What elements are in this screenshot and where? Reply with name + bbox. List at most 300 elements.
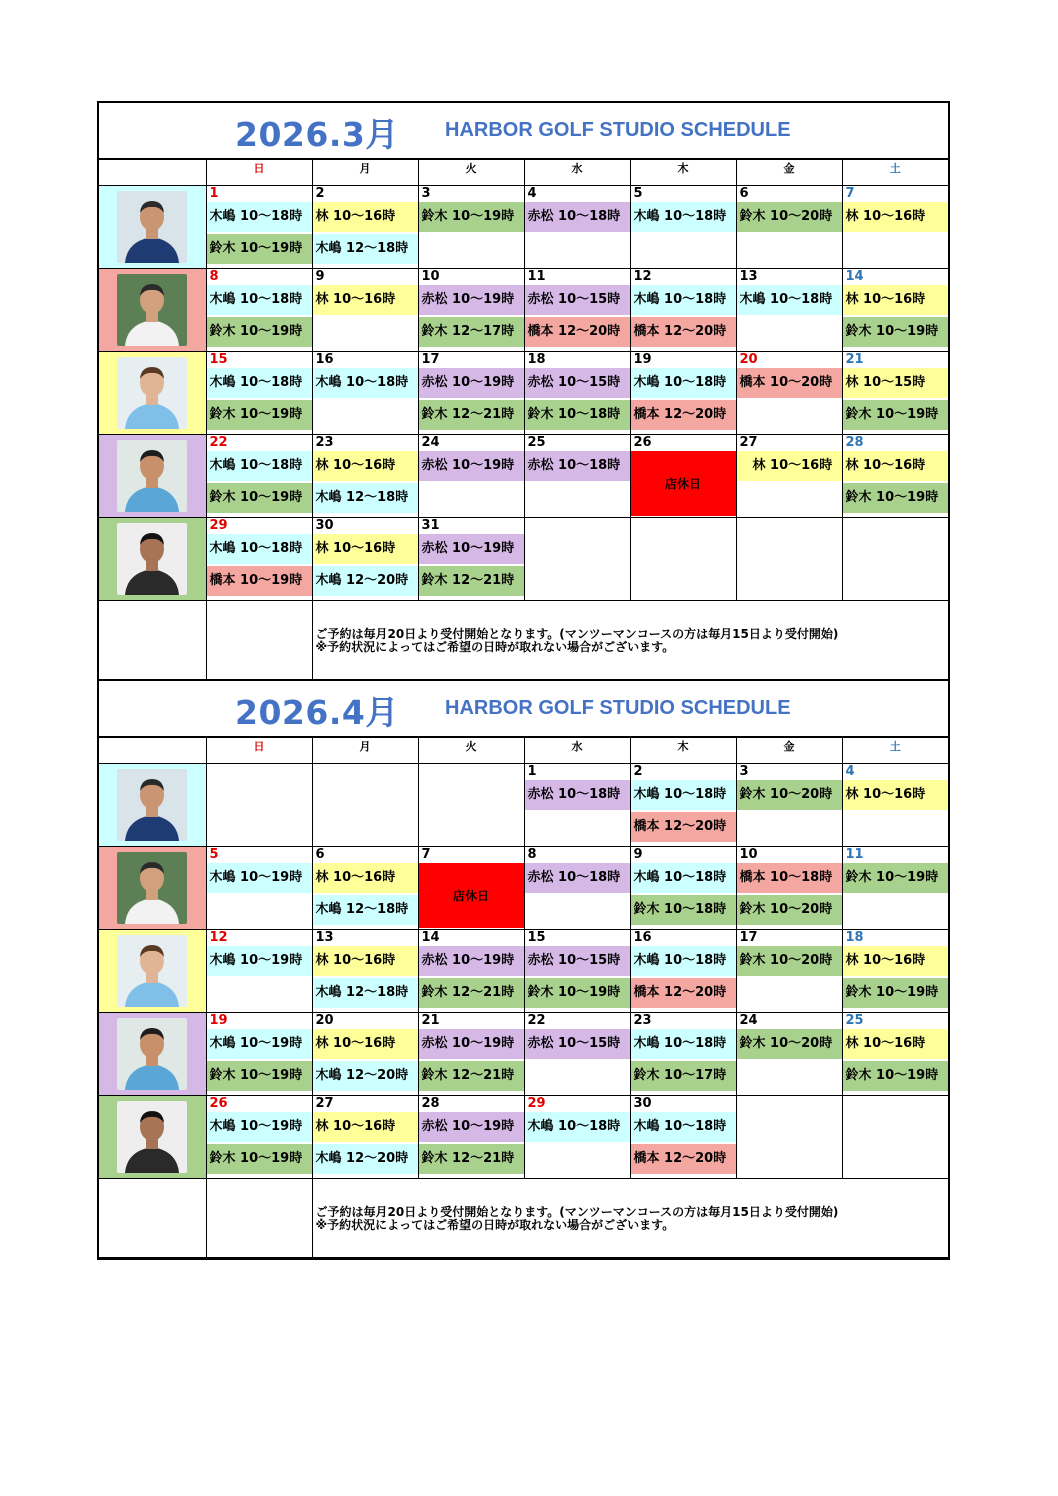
day-number: 4 bbox=[845, 764, 855, 779]
day-number: 15 bbox=[527, 930, 546, 945]
lesson-slot: 赤松 10～19時 bbox=[419, 1029, 524, 1059]
lesson-slot: 赤松 10～19時 bbox=[419, 946, 524, 976]
lesson-slot: 林 10～15時 bbox=[843, 368, 949, 398]
lesson-slot: 林 10～16時 bbox=[843, 285, 949, 315]
lesson-slot: 木嶋 10～19時 bbox=[207, 946, 312, 976]
lesson-slot: 木嶋 10～18時 bbox=[631, 1112, 736, 1142]
lesson-slot: 鈴木 10～19時 bbox=[525, 978, 630, 1008]
lesson-slot: 木嶋 10～19時 bbox=[207, 1029, 312, 1059]
lesson-slot: 橋本 12～20時 bbox=[631, 812, 736, 842]
note-blank bbox=[206, 601, 312, 680]
day-number bbox=[843, 518, 949, 534]
day-number: 15 bbox=[209, 352, 228, 367]
weekday-label: 土 bbox=[842, 160, 948, 186]
lesson-slot: 鈴木 10～19時 bbox=[843, 483, 949, 513]
header-blank bbox=[99, 160, 206, 186]
day-cell bbox=[524, 518, 630, 601]
lesson-slot: 木嶋 12～20時 bbox=[313, 1144, 418, 1174]
day-number: 9 bbox=[633, 847, 643, 862]
day-cell bbox=[312, 518, 418, 601]
schedule-sheet bbox=[97, 101, 950, 1260]
lesson-slot: 鈴木 10～18時 bbox=[631, 895, 736, 925]
lesson-slot: 鈴木 12～21時 bbox=[419, 1144, 524, 1174]
day-cell bbox=[524, 269, 630, 352]
coach-photo-cell bbox=[99, 186, 206, 269]
day-number: 20 bbox=[315, 1013, 334, 1028]
lesson-slot: 赤松 10～18時 bbox=[525, 863, 630, 893]
lesson-slot: 木嶋 10～19時 bbox=[207, 863, 312, 893]
lesson-slot: 林 10～16時 bbox=[843, 202, 949, 232]
day-number bbox=[737, 1096, 842, 1112]
lesson-slot: 木嶋 10～18時 bbox=[631, 946, 736, 976]
lesson-slot: 鈴木 10～19時 bbox=[207, 400, 312, 430]
day-number: 13 bbox=[739, 269, 758, 284]
title-row bbox=[99, 681, 948, 737]
day-number: 21 bbox=[421, 1013, 440, 1028]
note-blank bbox=[99, 1179, 206, 1258]
day-cell bbox=[206, 352, 312, 435]
day-number: 28 bbox=[421, 1096, 440, 1111]
lesson-slot: 木嶋 10～18時 bbox=[525, 1112, 630, 1142]
day-number: 17 bbox=[421, 352, 440, 367]
coach-photo bbox=[117, 935, 187, 1007]
lesson-slot: 木嶋 10～18時 bbox=[207, 285, 312, 315]
day-number: 18 bbox=[845, 930, 864, 945]
booking-note: ご予約は毎月20日より受付開始となります。(マンツーマンコースの方は毎月15日より受付開始) bbox=[315, 1205, 839, 1219]
day-number: 30 bbox=[633, 1096, 652, 1111]
lesson-slot: 鈴木 10～19時 bbox=[843, 978, 949, 1008]
day-number bbox=[631, 518, 736, 534]
day-number: 24 bbox=[739, 1013, 758, 1028]
note-row bbox=[99, 601, 948, 680]
day-cell bbox=[418, 269, 524, 352]
lesson-slot: 鈴木 10～20時 bbox=[737, 780, 842, 810]
day-number: 27 bbox=[739, 435, 758, 450]
lesson-slot: 赤松 10～18時 bbox=[525, 451, 630, 481]
lesson-slot: 橋本 10～18時 bbox=[737, 863, 842, 893]
lesson-slot: 林 10～16時 bbox=[843, 946, 949, 976]
day-number bbox=[419, 764, 524, 780]
weekday-header bbox=[99, 738, 948, 764]
day-cell bbox=[418, 435, 524, 518]
coach-photo bbox=[117, 1101, 187, 1173]
day-cell bbox=[312, 1013, 418, 1096]
studio-title: HARBOR GOLF STUDIO SCHEDULE bbox=[445, 119, 791, 141]
title-row bbox=[99, 103, 948, 159]
booking-note: ご予約は毎月20日より受付開始となります。(マンツーマンコースの方は毎月15日より受付開始) bbox=[315, 627, 839, 641]
coach-photo bbox=[117, 852, 187, 924]
day-cell bbox=[736, 186, 842, 269]
weekday-label: 木 bbox=[630, 738, 736, 764]
day-number: 3 bbox=[739, 764, 749, 779]
day-cell bbox=[736, 518, 842, 601]
week-row bbox=[99, 1013, 948, 1096]
week-row bbox=[99, 847, 948, 930]
day-number bbox=[525, 518, 630, 534]
day-cell bbox=[630, 1013, 736, 1096]
day-number: 22 bbox=[527, 1013, 546, 1028]
lesson-slot: 木嶋 12～20時 bbox=[313, 1061, 418, 1091]
weekday-label: 水 bbox=[524, 738, 630, 764]
lesson-slot: 鈴木 10～19時 bbox=[843, 400, 949, 430]
lesson-slot: 鈴木 10～20時 bbox=[737, 895, 842, 925]
lesson-slot: 鈴木 12～21時 bbox=[419, 1061, 524, 1091]
day-cell bbox=[418, 930, 524, 1013]
closed-day-badge: 店休日 bbox=[419, 863, 524, 928]
lesson-slot: 林 10～16時 bbox=[313, 1029, 418, 1059]
coach-photo bbox=[117, 357, 187, 429]
lesson-slot: 林 10～16時 bbox=[313, 451, 418, 481]
lesson-slot: 林 10～16時 bbox=[843, 1029, 949, 1059]
day-number: 12 bbox=[209, 930, 228, 945]
coach-photo-cell bbox=[99, 269, 206, 352]
coach-photo bbox=[117, 191, 187, 263]
lesson-slot: 鈴木 10～19時 bbox=[207, 1144, 312, 1174]
coach-photo bbox=[117, 274, 187, 346]
day-cell bbox=[524, 764, 630, 847]
availability-note: ※予約状況によってはご希望の日時が取れない場合がございます。 bbox=[315, 1218, 675, 1232]
lesson-slot: 林 10～16時 bbox=[313, 946, 418, 976]
day-cell bbox=[630, 435, 736, 518]
weekday-header bbox=[99, 160, 948, 186]
month-title: 2026.3月 bbox=[235, 115, 399, 154]
month-block bbox=[99, 681, 948, 1258]
day-cell bbox=[736, 764, 842, 847]
day-cell bbox=[418, 518, 524, 601]
lesson-slot: 橋本 12～20時 bbox=[631, 978, 736, 1008]
day-number bbox=[313, 764, 418, 780]
day-cell bbox=[842, 847, 948, 930]
day-number: 25 bbox=[845, 1013, 864, 1028]
weekday-label: 金 bbox=[736, 738, 842, 764]
weekday-label: 月 bbox=[312, 738, 418, 764]
lesson-slot: 木嶋 12～18時 bbox=[313, 483, 418, 513]
week-row bbox=[99, 352, 948, 435]
weekday-label: 月 bbox=[312, 160, 418, 186]
lesson-slot: 林 10～16時 bbox=[313, 1112, 418, 1142]
lesson-slot: 木嶋 10～18時 bbox=[207, 534, 312, 564]
day-cell bbox=[736, 1096, 842, 1179]
week-row bbox=[99, 269, 948, 352]
day-cell bbox=[312, 930, 418, 1013]
lesson-slot: 赤松 10～15時 bbox=[525, 946, 630, 976]
day-cell bbox=[524, 352, 630, 435]
day-number: 9 bbox=[315, 269, 325, 284]
day-number: 20 bbox=[739, 352, 758, 367]
day-number: 2 bbox=[633, 764, 643, 779]
day-cell bbox=[630, 518, 736, 601]
day-number: 1 bbox=[209, 186, 219, 201]
day-number: 17 bbox=[739, 930, 758, 945]
lesson-slot: 鈴木 10～19時 bbox=[207, 1061, 312, 1091]
day-cell bbox=[842, 518, 948, 601]
week-row bbox=[99, 518, 948, 601]
day-cell bbox=[206, 518, 312, 601]
day-cell bbox=[842, 930, 948, 1013]
lesson-slot: 木嶋 12～18時 bbox=[313, 895, 418, 925]
calendar-table bbox=[99, 737, 948, 1258]
lesson-slot: 赤松 10～19時 bbox=[419, 451, 524, 481]
day-cell bbox=[630, 847, 736, 930]
lesson-slot: 林 10～16時 bbox=[313, 202, 418, 232]
lesson-slot: 鈴木 10～19時 bbox=[843, 863, 949, 893]
coach-photo-cell bbox=[99, 1096, 206, 1179]
weekday-label: 金 bbox=[736, 160, 842, 186]
coach-photo-cell bbox=[99, 847, 206, 930]
day-number: 8 bbox=[527, 847, 537, 862]
note-cell bbox=[312, 601, 948, 680]
day-cell bbox=[524, 930, 630, 1013]
lesson-slot: 林 10～16時 bbox=[313, 534, 418, 564]
day-number: 6 bbox=[315, 847, 325, 862]
day-number: 18 bbox=[527, 352, 546, 367]
lesson-slot: 赤松 10～19時 bbox=[419, 534, 524, 564]
week-row bbox=[99, 1096, 948, 1179]
day-cell bbox=[842, 435, 948, 518]
day-number: 14 bbox=[845, 269, 864, 284]
day-number: 2 bbox=[315, 186, 325, 201]
day-number bbox=[737, 518, 842, 534]
lesson-slot: 赤松 10～19時 bbox=[419, 1112, 524, 1142]
lesson-slot: 鈴木 10～19時 bbox=[207, 483, 312, 513]
coach-photo-cell bbox=[99, 352, 206, 435]
day-number: 11 bbox=[845, 847, 864, 862]
week-row bbox=[99, 186, 948, 269]
lesson-slot: 鈴木 10～20時 bbox=[737, 1029, 842, 1059]
lesson-slot: 木嶋 10～18時 bbox=[737, 285, 842, 315]
lesson-slot: 橋本 12～20時 bbox=[631, 1144, 736, 1174]
coach-photo-cell bbox=[99, 435, 206, 518]
lesson-slot: 赤松 10～15時 bbox=[525, 368, 630, 398]
day-number: 16 bbox=[315, 352, 334, 367]
lesson-slot: 鈴木 10～19時 bbox=[207, 234, 312, 264]
day-number: 1 bbox=[527, 764, 537, 779]
day-number: 7 bbox=[421, 847, 431, 862]
day-cell bbox=[312, 352, 418, 435]
day-number: 30 bbox=[315, 518, 334, 533]
day-number: 12 bbox=[633, 269, 652, 284]
day-cell bbox=[630, 352, 736, 435]
day-number: 8 bbox=[209, 269, 219, 284]
day-cell bbox=[206, 930, 312, 1013]
day-number: 26 bbox=[209, 1096, 228, 1111]
lesson-slot: 鈴木 12～17時 bbox=[419, 317, 524, 347]
weekday-label: 水 bbox=[524, 160, 630, 186]
day-number: 27 bbox=[315, 1096, 334, 1111]
lesson-slot: 木嶋 10～18時 bbox=[207, 368, 312, 398]
lesson-slot: 赤松 10～15時 bbox=[525, 1029, 630, 1059]
lesson-slot: 林 10～16時 bbox=[843, 780, 949, 810]
day-cell bbox=[630, 764, 736, 847]
note-blank bbox=[99, 601, 206, 680]
day-cell bbox=[312, 847, 418, 930]
lesson-slot: 橋本 10～19時 bbox=[207, 566, 312, 596]
lesson-slot: 木嶋 10～18時 bbox=[207, 451, 312, 481]
lesson-slot: 木嶋 10～18時 bbox=[631, 1029, 736, 1059]
weekday-label: 火 bbox=[418, 160, 524, 186]
header-blank bbox=[99, 738, 206, 764]
day-cell bbox=[418, 847, 524, 930]
day-number: 10 bbox=[421, 269, 440, 284]
day-cell bbox=[630, 186, 736, 269]
weekday-label: 木 bbox=[630, 160, 736, 186]
day-number: 23 bbox=[633, 1013, 652, 1028]
coach-photo bbox=[117, 769, 187, 841]
day-number bbox=[207, 764, 312, 780]
day-cell bbox=[524, 847, 630, 930]
lesson-slot: 木嶋 12～20時 bbox=[313, 566, 418, 596]
day-cell bbox=[206, 435, 312, 518]
day-cell bbox=[524, 435, 630, 518]
weekday-label: 日 bbox=[206, 160, 312, 186]
day-number: 24 bbox=[421, 435, 440, 450]
day-number: 25 bbox=[527, 435, 546, 450]
day-number: 29 bbox=[209, 518, 228, 533]
day-cell bbox=[736, 435, 842, 518]
lesson-slot: 鈴木 10～20時 bbox=[737, 202, 842, 232]
lesson-slot: 鈴木 12～21時 bbox=[419, 566, 524, 596]
day-number: 3 bbox=[421, 186, 431, 201]
month-title: 2026.4月 bbox=[235, 693, 399, 732]
week-row bbox=[99, 435, 948, 518]
day-number: 29 bbox=[527, 1096, 546, 1111]
note-row bbox=[99, 1179, 948, 1258]
weekday-label: 土 bbox=[842, 738, 948, 764]
lesson-slot: 木嶋 10～18時 bbox=[313, 368, 418, 398]
availability-note: ※予約状況によってはご希望の日時が取れない場合がございます。 bbox=[315, 640, 675, 654]
day-cell bbox=[418, 1013, 524, 1096]
lesson-slot: 橋本 12～20時 bbox=[631, 317, 736, 347]
day-number: 14 bbox=[421, 930, 440, 945]
coach-photo-cell bbox=[99, 930, 206, 1013]
lesson-slot: 鈴木 10～19時 bbox=[207, 317, 312, 347]
day-cell bbox=[312, 764, 418, 847]
week-row bbox=[99, 764, 948, 847]
day-cell bbox=[418, 764, 524, 847]
coach-photo bbox=[117, 1018, 187, 1090]
day-cell bbox=[842, 352, 948, 435]
lesson-slot: 橋本 12～20時 bbox=[525, 317, 630, 347]
day-number: 21 bbox=[845, 352, 864, 367]
lesson-slot: 赤松 10～19時 bbox=[419, 285, 524, 315]
lesson-slot: 鈴木 10～19時 bbox=[419, 202, 524, 232]
day-number: 5 bbox=[209, 847, 219, 862]
day-number: 23 bbox=[315, 435, 334, 450]
day-cell bbox=[630, 269, 736, 352]
month-block bbox=[99, 103, 948, 681]
day-cell bbox=[736, 847, 842, 930]
day-cell bbox=[736, 269, 842, 352]
lesson-slot: 橋本 12～20時 bbox=[631, 400, 736, 430]
day-cell bbox=[736, 352, 842, 435]
day-cell bbox=[206, 764, 312, 847]
studio-title: HARBOR GOLF STUDIO SCHEDULE bbox=[445, 697, 791, 719]
day-cell bbox=[206, 269, 312, 352]
coach-photo-cell bbox=[99, 764, 206, 847]
day-cell bbox=[842, 186, 948, 269]
lesson-slot: 鈴木 12～21時 bbox=[419, 400, 524, 430]
day-cell bbox=[736, 930, 842, 1013]
day-cell bbox=[524, 186, 630, 269]
day-number: 31 bbox=[421, 518, 440, 533]
lesson-slot: 木嶋 12～18時 bbox=[313, 234, 418, 264]
lesson-slot: 鈴木 10～18時 bbox=[525, 400, 630, 430]
note-cell bbox=[312, 1179, 948, 1258]
day-cell bbox=[206, 186, 312, 269]
day-number: 19 bbox=[209, 1013, 228, 1028]
day-number bbox=[843, 1096, 949, 1112]
day-cell bbox=[206, 1013, 312, 1096]
lesson-slot: 赤松 10～18時 bbox=[525, 202, 630, 232]
lesson-slot: 林 10～16時 bbox=[737, 451, 842, 481]
day-cell bbox=[312, 435, 418, 518]
day-cell bbox=[842, 1096, 948, 1179]
coach-photo-cell bbox=[99, 518, 206, 601]
lesson-slot: 橋本 10～20時 bbox=[737, 368, 842, 398]
day-cell bbox=[842, 764, 948, 847]
day-cell bbox=[524, 1013, 630, 1096]
day-number: 10 bbox=[739, 847, 758, 862]
day-number: 13 bbox=[315, 930, 334, 945]
day-cell bbox=[630, 1096, 736, 1179]
lesson-slot: 木嶋 10～18時 bbox=[631, 285, 736, 315]
lesson-slot: 木嶋 10～18時 bbox=[631, 368, 736, 398]
day-number: 22 bbox=[209, 435, 228, 450]
lesson-slot: 鈴木 10～20時 bbox=[737, 946, 842, 976]
day-number: 19 bbox=[633, 352, 652, 367]
weekday-label: 日 bbox=[206, 738, 312, 764]
day-cell bbox=[206, 1096, 312, 1179]
lesson-slot: 赤松 10～18時 bbox=[525, 780, 630, 810]
day-cell bbox=[524, 1096, 630, 1179]
lesson-slot: 木嶋 10～18時 bbox=[631, 202, 736, 232]
day-number: 11 bbox=[527, 269, 546, 284]
coach-photo bbox=[117, 523, 187, 595]
lesson-slot: 木嶋 10～19時 bbox=[207, 1112, 312, 1142]
day-number: 28 bbox=[845, 435, 864, 450]
day-cell bbox=[418, 352, 524, 435]
lesson-slot: 木嶋 10～18時 bbox=[631, 780, 736, 810]
lesson-slot: 木嶋 10～18時 bbox=[631, 863, 736, 893]
coach-photo-cell bbox=[99, 1013, 206, 1096]
lesson-slot: 赤松 10～19時 bbox=[419, 368, 524, 398]
lesson-slot: 木嶋 10～18時 bbox=[207, 202, 312, 232]
lesson-slot: 鈴木 10～19時 bbox=[843, 1061, 949, 1091]
weekday-label: 火 bbox=[418, 738, 524, 764]
day-cell bbox=[418, 1096, 524, 1179]
week-row bbox=[99, 930, 948, 1013]
day-cell bbox=[312, 269, 418, 352]
lesson-slot: 林 10～16時 bbox=[843, 451, 949, 481]
day-cell bbox=[842, 269, 948, 352]
day-number: 16 bbox=[633, 930, 652, 945]
day-cell bbox=[842, 1013, 948, 1096]
day-cell bbox=[630, 930, 736, 1013]
day-number: 4 bbox=[527, 186, 537, 201]
lesson-slot: 鈴木 12～21時 bbox=[419, 978, 524, 1008]
day-cell bbox=[312, 186, 418, 269]
lesson-slot: 林 10～16時 bbox=[313, 285, 418, 315]
lesson-slot: 鈴木 10～19時 bbox=[843, 317, 949, 347]
lesson-slot: 林 10～16時 bbox=[313, 863, 418, 893]
day-cell bbox=[418, 186, 524, 269]
note-blank bbox=[206, 1179, 312, 1258]
day-number: 5 bbox=[633, 186, 643, 201]
day-number: 7 bbox=[845, 186, 855, 201]
lesson-slot: 鈴木 10～17時 bbox=[631, 1061, 736, 1091]
day-cell bbox=[312, 1096, 418, 1179]
closed-day-badge: 店休日 bbox=[631, 451, 736, 516]
